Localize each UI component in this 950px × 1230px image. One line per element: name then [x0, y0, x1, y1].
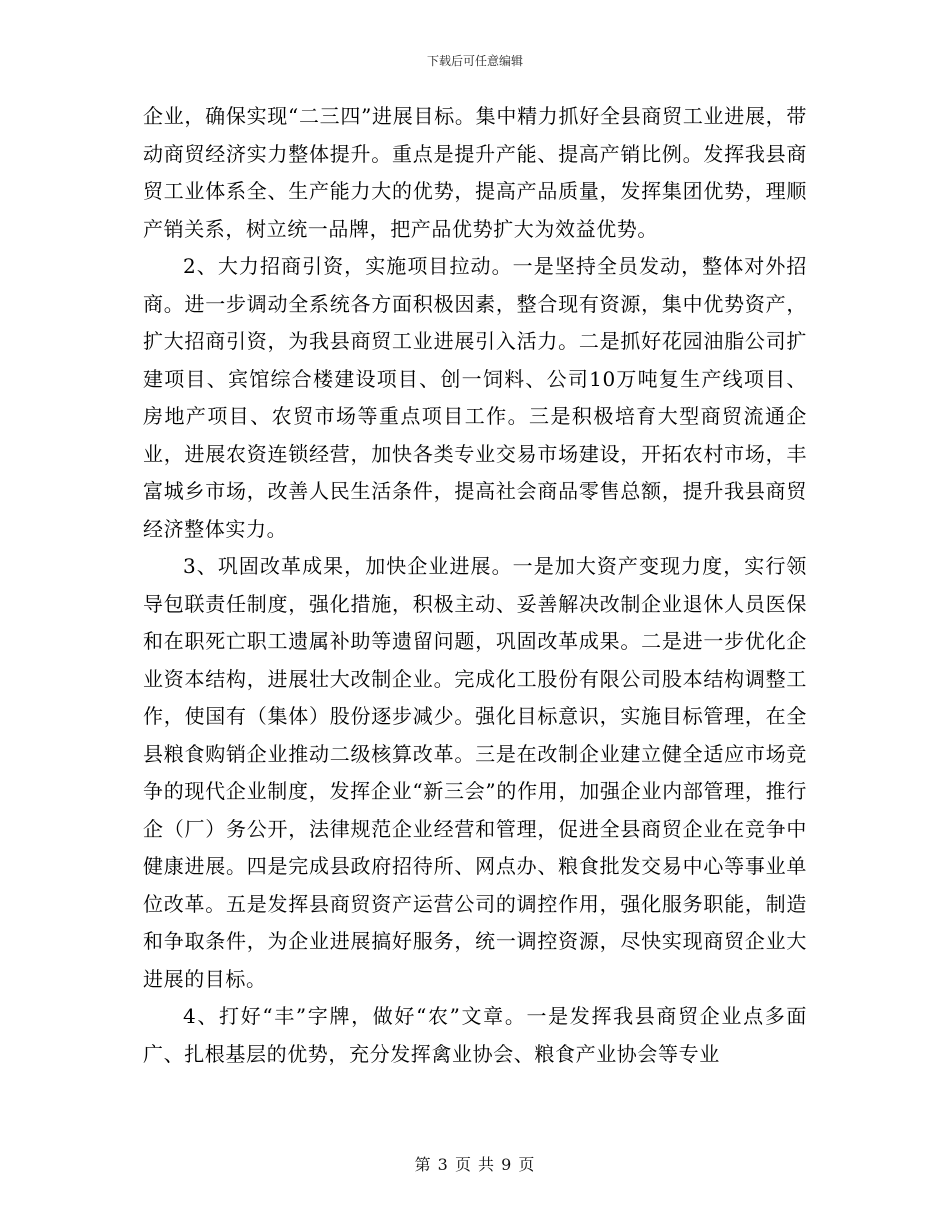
- page-header: 下载后可任意编辑: [426, 54, 523, 68]
- paragraph-continuation: 企业，确保实现“二三四”进展目标。集中精力抓好全县商贸工业进展，带动商贸经济实力整体提升。重点是提升产能、提高产销比例。发挥我县商贸工业体系全、生产能力大的优势，提高产品质量，发挥集团优势，理顺产销关系，树立统一品牌，把产品优势扩大为效益优势。: [143, 104, 807, 241]
- page-number-footer: 第 3 页 共 9 页: [414, 1155, 536, 1174]
- document-body: [143, 98, 807, 1073]
- paragraph-2: 2、大力招商引资，实施项目拉动。一是坚持全员发动，整体对外招商。进一步调动全系统各方面积极因素，整合现有资源，集中优势资产，扩大招商引资，为我县商贸工业进展引入活力。二是抓好花园油脂公司扩建项目、宾馆综合楼建设项目、创一饲料、公司10万吨复生产线项目、房地产项目、农贸市场等重点项目工作。三是积极培育大型商贸流通企业，进展农资连锁经营，加快各类专业交易市场建设，开拓农村市场，丰富城乡市场，改善人民生活条件，提高社会商品零售总额，提升我县商贸经济整体实力。: [143, 254, 807, 541]
- paragraph-4: 4、打好“丰”字牌，做好“农”文章。一是发挥我县商贸企业点多面广、扎根基层的优势，充分发挥禽业协会、粮食产业协会等专业: [143, 1004, 807, 1066]
- paragraph-3: 3、巩固改革成果，加快企业进展。一是加大资产变现力度，实行领导包联责任制度，强化措施，积极主动、妥善解决改制企业退休人员医保和在职死亡职工遗属补助等遗留问题，巩固改革成果。二是进一步优化企业资本结构，进展壮大改制企业。完成化工股份有限公司股本结构调整工作，使国有（集体）股份逐步减少。强化目标意识，实施目标管理，在全县粮食购销企业推动二级核算改革。三是在改制企业建立健全适应市场竞争的现代企业制度，发挥企业“新三会”的作用，加强企业内部管理，推行企（厂）务公开，法律规范企业经营和管理，促进全县商贸企业在竞争中健康进展。四是完成县政府招待所、网点办、粮食批发交易中心等事业单位改革。五是发挥县商贸资产运营公司的调控作用，强化服务职能，制造和争取条件，为企业进展搞好服务，统一调控资源，尽快实现商贸企业大进展的目标。: [143, 554, 807, 991]
